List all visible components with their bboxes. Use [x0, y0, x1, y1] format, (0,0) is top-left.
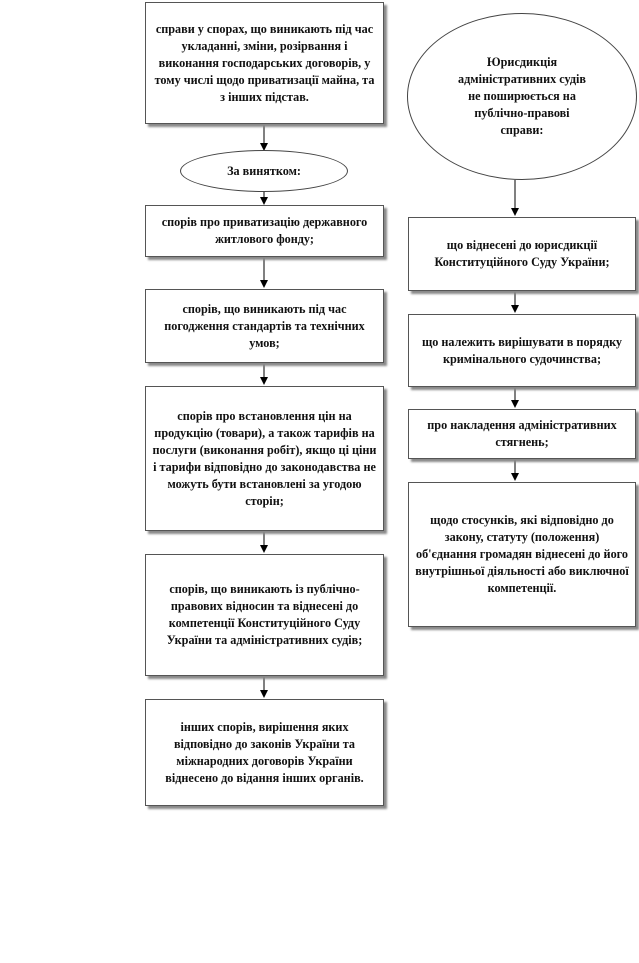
- left-item-4-text: спорів, що виникають із публічно-правових відносин та віднесені до компетенції Конституційного Суду України та адміністративних судів;: [166, 582, 363, 647]
- left-item-2: [145, 289, 384, 363]
- jurisdiction-oval-text: Юрисдикція адміністративних судів не поширюється на публічно-правові справи:: [458, 55, 586, 137]
- jurisdiction-oval: [407, 13, 637, 180]
- top-box-cases: [145, 2, 384, 124]
- exception-oval: [180, 150, 348, 192]
- right-item-3-text: про накладення адміністративних стягнень;: [427, 418, 617, 449]
- left-item-5-text: інших спорів, вирішення яких відповідно до законів України та міжнародних договорів України віднесено до відання інших органів.: [165, 719, 364, 785]
- left-item-3-text: спорів про встановлення цін на продукцію (товари), а також тарифів на послуги (виконання робіт), якщо ці ціни і тарифи відповідно до законодавства не можуть бути встановлені за угодою сторін;: [152, 408, 377, 508]
- right-item-1: [408, 217, 636, 291]
- exception-oval-text: За винятком:: [227, 163, 301, 178]
- left-item-1-text: спорів про приватизацію державного житлового фонду;: [161, 215, 368, 246]
- left-item-2-text: спорів, що виникають під час погодження стандартів та технічних умов;: [164, 301, 365, 350]
- left-item-4: [145, 554, 384, 676]
- right-item-2: [408, 314, 636, 387]
- left-item-3: [145, 386, 384, 531]
- right-item-1-text: що віднесені до юрисдикції Конституційного Суду України;: [434, 238, 610, 269]
- right-item-4-text: щодо стосунків, які відповідно до закону, статуту (положення) об'єднання громадян віднесені до його внутрішньої діяльності або виключної компетенції.: [415, 513, 629, 595]
- right-item-4: [408, 482, 636, 627]
- right-item-3: [408, 409, 636, 459]
- left-item-1: [145, 205, 384, 257]
- left-item-5: [145, 699, 384, 806]
- top-box-text: справи у спорах, що виникають під час укладанні, зміни, розірвання і виконання господарських договорів, у тому числі щодо приватизації майна, та з інших підстав.: [154, 21, 375, 104]
- right-item-2-text: що належить вирішувати в порядку кримінального судочинства;: [421, 334, 623, 366]
